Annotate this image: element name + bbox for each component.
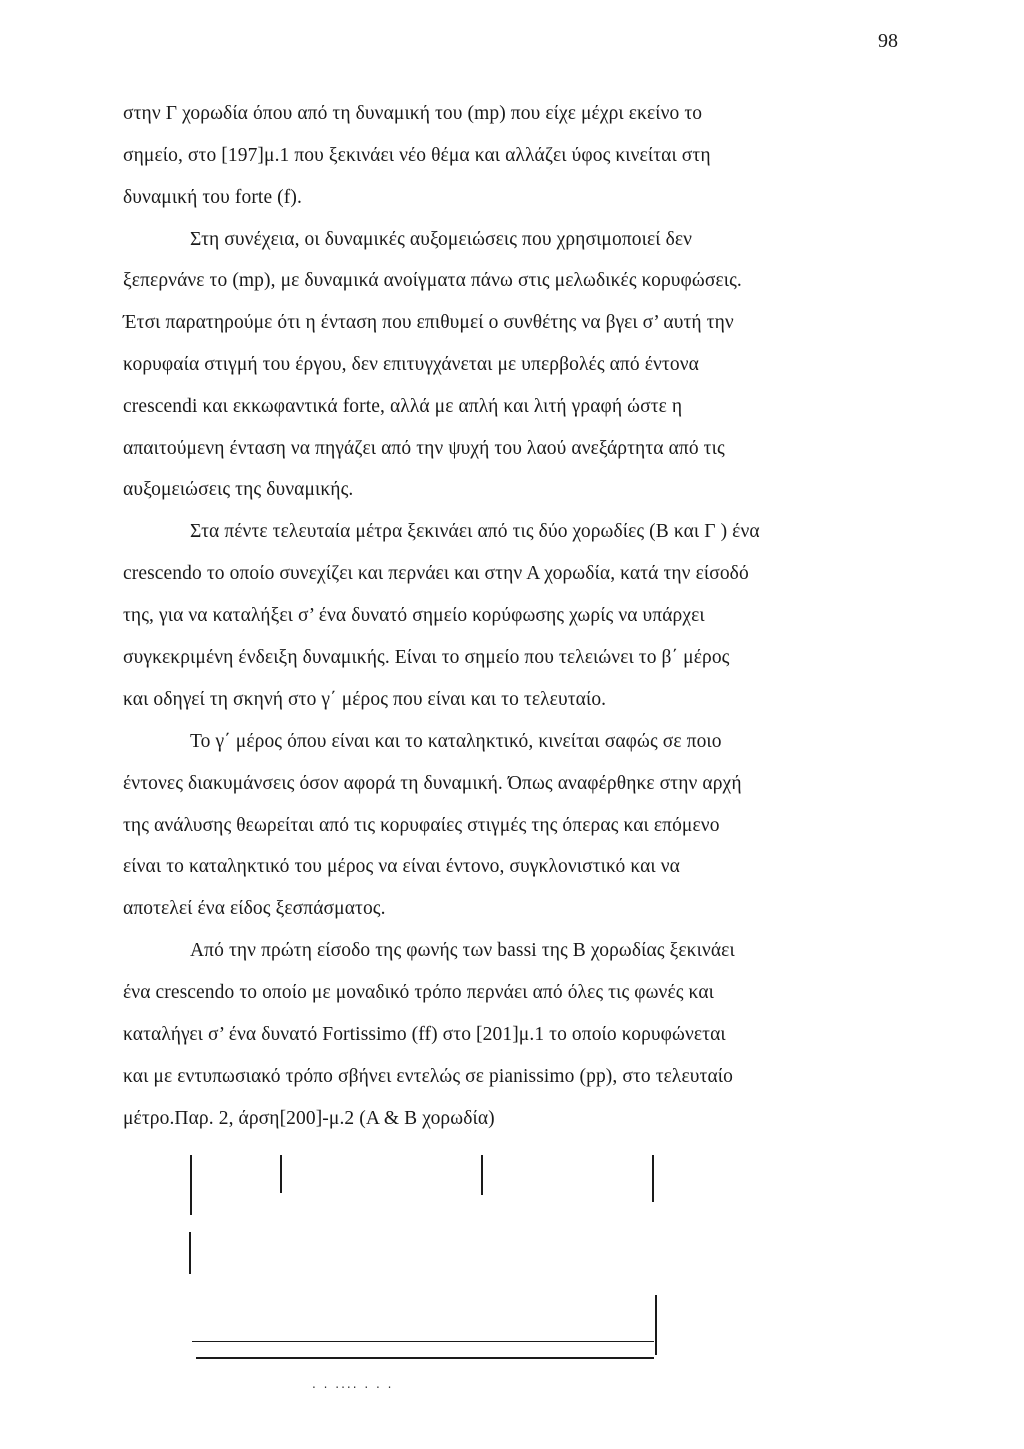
text-line: Το γ΄ μέρος όπου είναι και το καταληκτικό, κινείται σαφώς σε ποιο bbox=[190, 731, 722, 752]
text-line: Στη συνέχεια, οι δυναμικές αυξομειώσεις που χρησιμοποιεί δεν bbox=[190, 229, 693, 250]
text-line: Στα πέντε τελευταία μέτρα ξεκινάει από τις δύο χορωδίες (Β και Γ ) ένα bbox=[190, 521, 760, 542]
text-line: απαιτούμενη ένταση να πηγάζει από την ψυχή του λαού ανεξάρτητα από τις bbox=[123, 438, 725, 459]
text-line: της, για να καταλήξει σ’ ένα δυνατό σημείο κορύφωσης χωρίς να υπάρχει bbox=[123, 605, 705, 626]
text-line: crescendi και εκκωφαντικά forte, αλλά με απλή και λιτή γραφή ώστε η bbox=[123, 396, 683, 417]
text-line: έντονες διακυμάνσεις όσον αφορά τη δυναμική. Όπως αναφέρθηκε στην αρχή bbox=[123, 773, 742, 794]
print-specks: . . .... . . . bbox=[312, 1377, 394, 1391]
text-line: της ανάλυσης θεωρείται από τις κορυφαίες στιγμές της όπερας και επόμενο bbox=[123, 815, 720, 836]
barline bbox=[190, 1155, 192, 1215]
text-line: ξεπερνάνε το (mp), με δυναμικά ανοίγματα πάνω στις μελωδικές κορυφώσεις. bbox=[123, 270, 742, 291]
barline bbox=[655, 1295, 657, 1355]
text-line: Έτσι παρατηρούμε ότι η ένταση που επιθυμεί ο συνθέτης να βγει σ’ αυτή την bbox=[123, 312, 734, 333]
barline bbox=[189, 1232, 191, 1274]
text-line: δυναμική του forte (f). bbox=[123, 187, 302, 208]
text-line: ένα crescendo το οποίο με μοναδικό τρόπο περνάει από όλες τις φωνές και bbox=[123, 982, 714, 1003]
barline bbox=[652, 1155, 654, 1202]
text-line: κορυφαία στιγμή του έργου, δεν επιτυγχάνεται με υπερβολές από έντονα bbox=[123, 354, 699, 375]
text-line: αποτελεί ένα είδος ξεσπάσματος. bbox=[123, 898, 386, 919]
text-line: και με εντυπωσιακό τρόπο σβήνει εντελώς σε pianissimo (pp), στο τελευταίο bbox=[123, 1066, 733, 1087]
text-line: Από την πρώτη είσοδο της φωνής των bassi της Β χορωδίας ξεκινάει bbox=[190, 940, 735, 961]
barline bbox=[280, 1155, 282, 1193]
barline bbox=[481, 1155, 483, 1195]
text-line: αυξομειώσεις της δυναμικής. bbox=[123, 479, 354, 500]
staff-line bbox=[196, 1357, 654, 1359]
text-line: είναι το καταληκτικό του μέρος να είναι έντονο, συγκλονιστικό και να bbox=[123, 856, 680, 877]
text-line: crescendo το οποίο συνεχίζει και περνάει και στην Α χορωδία, κατά την είσοδό bbox=[123, 563, 749, 584]
text-line: σημείο, στο [197]μ.1 που ξεκινάει νέο θέμα και αλλάζει ύφος κινείται στη bbox=[123, 145, 711, 166]
text-line: και οδηγεί τη σκηνή στο γ΄ μέρος που είναι και το τελευταίο. bbox=[123, 689, 607, 710]
page-number: 98 bbox=[878, 30, 898, 52]
text-line: μέτρο.Παρ. 2, άρση[200]-μ.2 (Α & Β χορωδία) bbox=[123, 1108, 495, 1129]
text-line: στην Γ χορωδία όπου από τη δυναμική του (mp) που είχε μέχρι εκείνο το bbox=[123, 103, 703, 124]
staff-line bbox=[192, 1341, 654, 1342]
text-line: συγκεκριμένη ένδειξη δυναμικής. Είναι το σημείο που τελειώνει το β΄ μέρος bbox=[123, 647, 730, 668]
text-line: καταλήγει σ’ ένα δυνατό Fortissimo (ff) στο [201]μ.1 το οποίο κορυφώνεται bbox=[123, 1024, 726, 1045]
